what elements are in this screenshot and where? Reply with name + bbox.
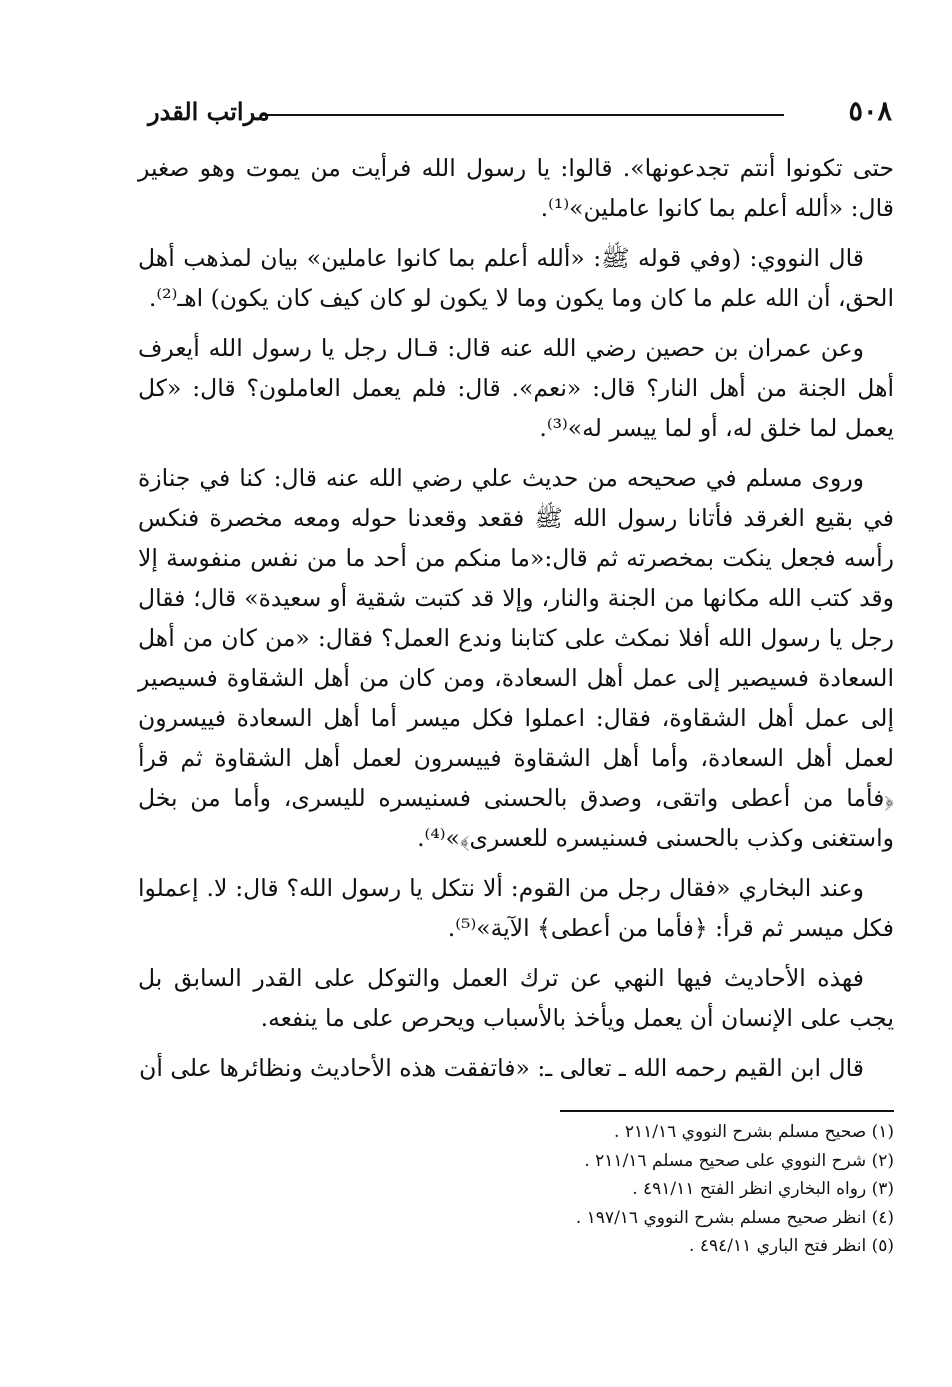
paragraph-5: وعند البخاري «فقال رجل من القوم: ألا نتكل يا رسول الله؟ قال: لا. إعملوا فكل ميسر ثم قرأ: ﴿فأما من أعطى﴾ الآية»⁽⁵⁾. <box>138 874 894 942</box>
page-number: ٥٠٨ <box>848 96 892 127</box>
footnote-3: (٣) رواه البخاري انظر الفتح ٤٩١/١١ . <box>632 1179 894 1199</box>
running-title: مراتب القدر <box>148 97 270 126</box>
footnote-2: (٢) شرح النووي على صحيح مسلم ٢١١/١٦ . <box>584 1150 894 1171</box>
paragraph-2: قال النووي: (وفي قوله ﷺ: «ألله أعلم بما كانوا عاملين» بيان لمذهب أهل الحق، أن الله علم ما كان وما يكون وما لا يكون لو كان كيف كان يكون) اهـ⁽²⁾. <box>138 244 894 312</box>
footnotes <box>138 1118 894 1261</box>
paragraph-3: وعن عمران بن حصين رضي الله عنه قال: قـال رجل يا رسول الله أيعرف أهل الجنة من أهل النار؟ قال: «نعم». قال: فلم يعمل العاملون؟ قال: «كل يعمل لما خلق له، أو لما ييسر له»⁽³⁾. <box>138 334 894 442</box>
footnote-4: (٤) انظر صحيح مسلم بشرح النووي ١٩٧/١٦ . <box>575 1207 894 1228</box>
paragraph-6: فهذه الأحاديث فيها النهي عن ترك العمل والتوكل على القدر السابق بل يجب على الإنسان أن يعمل ويأخذ بالأسباب ويحرص على ما ينفعه. <box>138 964 894 1032</box>
header-rule <box>260 114 784 116</box>
paragraph-1: حتى تكونوا أنتم تجدعونها». قالوا: يا رسول الله فرأيت من يموت وهو صغير قال: «ألله أعلم بما كانوا عاملين»⁽¹⁾. <box>138 154 894 222</box>
footnote-5: (٥) انظر فتح الباري ٤٩٤/١١ . <box>689 1236 894 1256</box>
footnote-1: (١) صحيح مسلم بشرح النووي ٢١١/١٦ . <box>614 1122 894 1142</box>
paragraph-7: قال ابن القيم رحمه الله ـ تعالى ـ: «فاتفقت هذه الأحاديث ونظائرها على أن <box>139 1054 864 1082</box>
paragraph-4: وروى مسلم في صحيحه من حديث علي رضي الله عنه قال: كنا في جنازة في بقيع الغرقد فأتانا رسول الله ﷺ فقعد وقعدنا حوله ومعه مخصرة فنكس رأسه فجعل ينكت بمخصرته ثم قال:«ما منكم من أحد ما من نفس منفوسة إلا وقد كتب الله مكانها من الجنة والنار، وإلا قد كتبت شقية أو سعيدة» قال؛ فقال رجل يا رسول الله أفلا نمكث على كتابنا وندع العمل؟ فقال: «من كان من أهل السعادة فسيصير إلى عمل أهل السعادة، ومن كان من أهل الشقاوة فسيصير إلى عمل أهل الشقاوة، فقال: اعملوا فكل ميسر أما أهل السعادة فييسرون لعمل أهل السعادة، وأما أهل الشقاوة فييسرون لعمل أهل الشقاوة ثم قرأ ﴿فأما من أعطى واتقى، وصدق بالحسنى فسنيسره لليسرى، وأما من بخل واستغنى وكذب بالحسنى فسنيسره للعسرى﴾»⁽⁴⁾. <box>138 464 894 852</box>
page-header <box>148 92 892 132</box>
footnote-separator <box>560 1110 894 1112</box>
main-text <box>138 148 894 1098</box>
